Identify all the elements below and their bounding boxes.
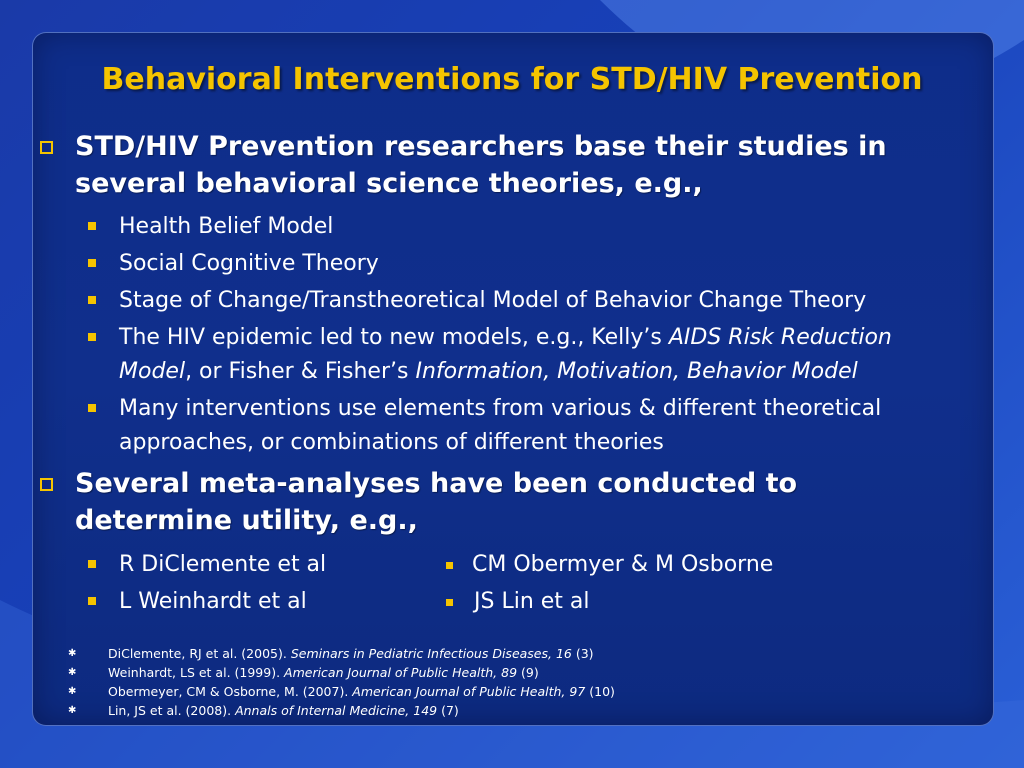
- hollow-square-bullet-icon: [40, 478, 53, 491]
- sub-bullet-text: , or Fisher & Fisher’s: [185, 359, 416, 384]
- square-bullet-icon: [88, 333, 96, 341]
- sub-bullet-text: Health Belief Model: [119, 214, 334, 239]
- author-text: JS Lin et al: [474, 589, 590, 614]
- bullet-line: STD/HIV Prevention researchers base their studies in: [75, 131, 887, 162]
- slide-title: Behavioral Interventions for STD/HIV Prevention: [101, 62, 923, 97]
- square-bullet-icon: [88, 296, 96, 304]
- bullet-line: determine utility, e.g.,: [75, 505, 418, 536]
- model-name-italic: Model: [119, 359, 186, 384]
- square-bullet-icon: [446, 599, 453, 606]
- model-name-italic: Information, Motivation, Behavior Model: [415, 359, 858, 384]
- asterisk-bullet-icon: ✱: [68, 667, 77, 678]
- sub-bullet-text: Social Cognitive Theory: [119, 251, 379, 276]
- bullet-line: several behavioral science theories, e.g.,: [75, 168, 703, 199]
- square-bullet-icon: [88, 597, 96, 605]
- main-bullet-theories: [40, 128, 940, 208]
- hollow-square-bullet-icon: [40, 141, 53, 154]
- square-bullet-icon: [88, 259, 96, 267]
- model-name-italic: AIDS Risk Reduction: [668, 325, 892, 350]
- author-text: CM Obermyer & M Osborne: [472, 552, 774, 577]
- square-bullet-icon: [88, 222, 96, 230]
- sub-bullet-text: Many interventions use elements from various & different theoretical: [119, 396, 882, 421]
- asterisk-bullet-icon: ✱: [68, 705, 77, 716]
- square-bullet-icon: [446, 562, 453, 569]
- square-bullet-icon: [88, 560, 96, 568]
- author-text: R DiClemente et al: [119, 552, 327, 577]
- asterisk-bullet-icon: ✱: [68, 686, 77, 697]
- sub-bullet-text: Stage of Change/Transtheoretical Model of Behavior Change Theory: [119, 288, 867, 313]
- square-bullet-icon: [88, 404, 96, 412]
- asterisk-bullet-icon: ✱: [68, 648, 77, 659]
- sub-bullet-text: approaches, or combinations of different theories: [119, 430, 664, 455]
- sub-bullet-text: The HIV epidemic led to new models, e.g., Kelly’s: [119, 325, 669, 350]
- bullet-line: Several meta-analyses have been conducted to: [75, 468, 798, 499]
- main-bullet-meta-analyses: [40, 465, 940, 545]
- author-text: L Weinhardt et al: [119, 589, 307, 614]
